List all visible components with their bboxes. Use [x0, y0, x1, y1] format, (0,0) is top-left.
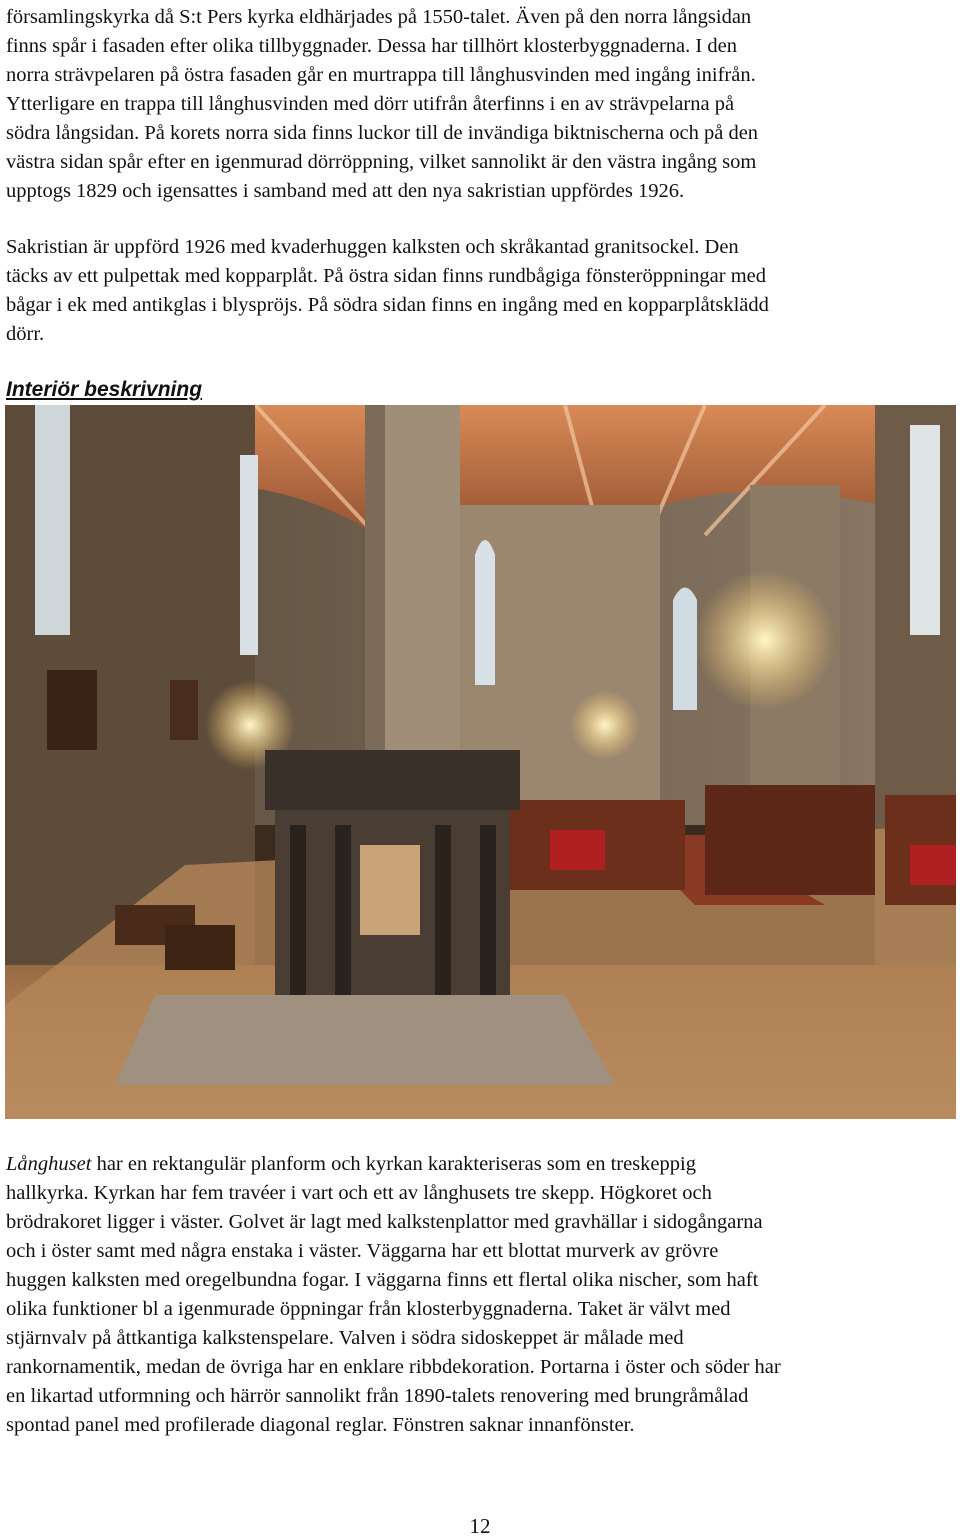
- text-line: en likartad utformning och härrör sannolikt från 1890-talets renovering med brungråmålad: [6, 1385, 749, 1407]
- paragraph-exterior-north: [6, 3, 958, 206]
- text-line: rankornamentik, medan de övriga har en enklare ribbdekoration. Portarna i öster och söder har: [6, 1356, 781, 1378]
- text-line: finns spår i fasaden efter olika tillbyggnader. Dessa har tillhört klosterbyggnaderna. I den: [6, 35, 737, 57]
- text-line: olika funktioner bl a igenmurade öppningar från klosterbyggnaderna. Taket är välvt med: [6, 1298, 731, 1320]
- text-line: stjärnvalv på åttkantiga kalkstenspelare. Valven i södra sidoskeppet är målade med: [6, 1327, 684, 1349]
- text-line: södra långsidan. På korets norra sida finns luckor till de invändiga biktnischerna och på den: [6, 122, 759, 144]
- text-line: Ytterligare en trappa till långhusvinden med dörr utifrån återfinns i en av strävpelarna på: [6, 93, 735, 115]
- paragraph-nave: [6, 1150, 958, 1440]
- page-number: 12: [469, 1514, 491, 1538]
- section-heading: Interiör beskrivning: [6, 378, 203, 401]
- text-fragment: har en rektangulär planform och kyrkan karakteriseras som en treskeppig: [91, 1153, 696, 1175]
- text-line: spontad panel med profilerade diagonal reglar. Fönstren saknar innanfönster.: [6, 1414, 635, 1436]
- text-line: och i öster samt med några enstaka i väster. Väggarna har ett blottat murverk av grövre: [6, 1240, 719, 1262]
- text-line: norra strävpelaren på östra fasaden går en murtrappa till långhusvinden med ingång inifrån.: [6, 64, 756, 86]
- text-line: huggen kalksten med oregelbundna fogar. I väggarna finns ett flertal olika nischer, som haft: [6, 1269, 759, 1291]
- text-line: hallkyrka. Kyrkan har fem travéer i vart och ett av långhusets tre skepp. Högkoret och: [6, 1182, 712, 1204]
- paragraph-sacristy: [6, 233, 958, 349]
- text-line: upptogs 1829 och igensattes i samband med att den nya sakristian uppfördes 1926.: [6, 180, 685, 202]
- text-line: bågar i ek med antikglas i blyspröjs. På södra sidan finns en ingång med en kopparplåtsklädd: [6, 294, 769, 316]
- text-line: brödrakoret ligger i väster. Golvet är lagt med kalkstenplattor med gravhällar i sidogångarna: [6, 1211, 763, 1233]
- text-line: [6, 1150, 958, 1179]
- text-line: dörr.: [6, 323, 45, 345]
- text-line: Sakristian är uppförd 1926 med kvaderhuggen kalksten och skråkantad granitsockel. Den: [6, 236, 739, 258]
- emphasized-term: Långhuset: [6, 1153, 92, 1175]
- text-line: täcks av ett pulpettak med kopparplåt. På östra sidan finns rundbågiga fönsteröppningar med: [6, 265, 767, 287]
- text-line: västra sidan spår efter en igenmurad dörröppning, vilket sannolikt är den västra ingång som: [6, 151, 757, 173]
- church-interior-photo: [5, 405, 956, 1119]
- text-line: församlingskyrka då S:t Pers kyrka eldhärjades på 1550-talet. Även på den norra långsidan: [6, 6, 752, 28]
